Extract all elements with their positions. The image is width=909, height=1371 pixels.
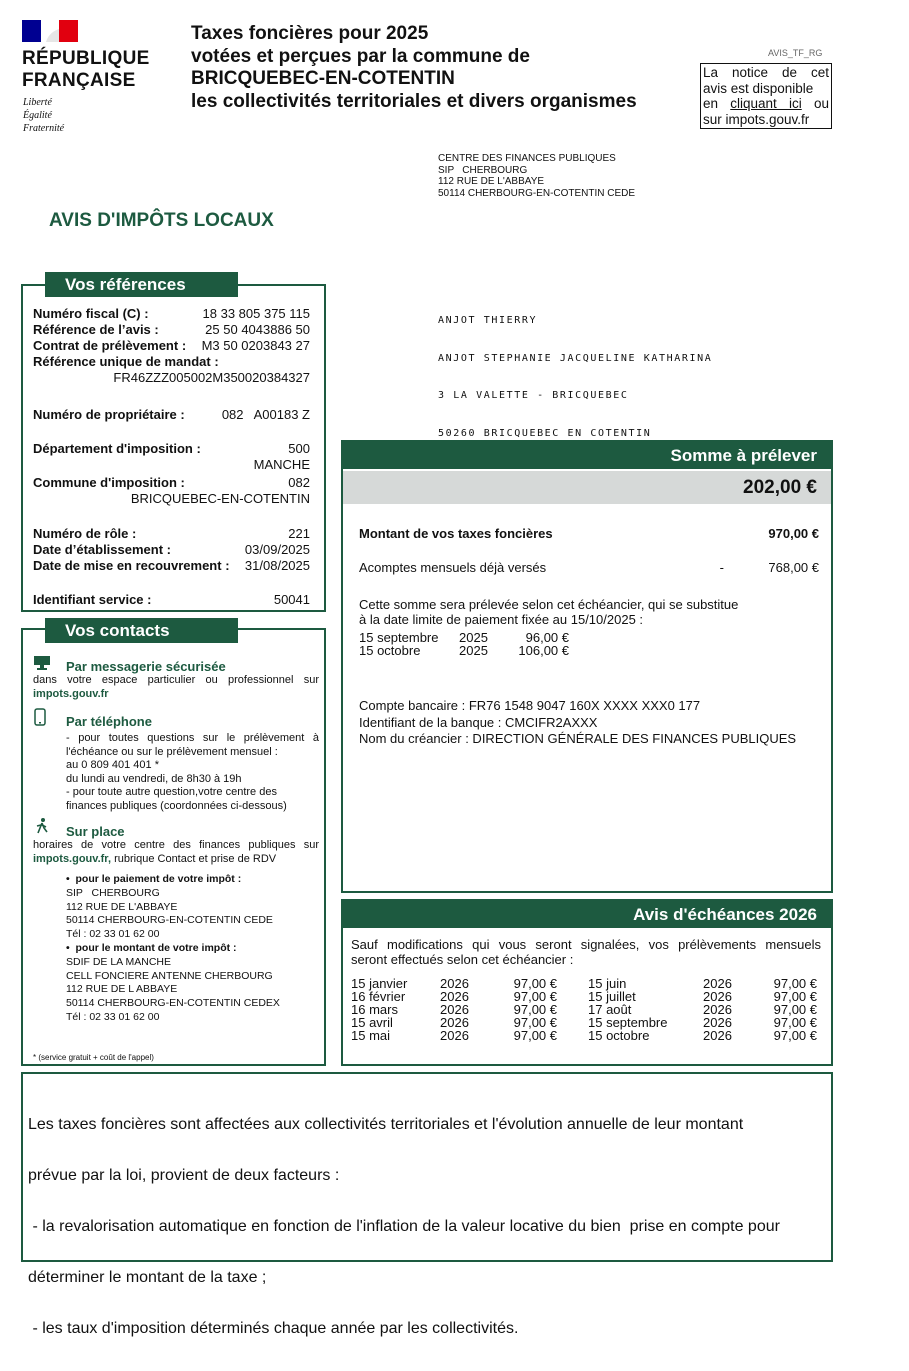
amount: 97,00 € <box>513 989 557 1004</box>
date: 16 février <box>351 989 406 1004</box>
amount-title-text: pour le montant de votre impôt : <box>75 941 237 954</box>
value: 082 <box>288 475 310 490</box>
schedule-table-left <box>351 977 557 1042</box>
footnote: * (service gratuit + coût de l'appel) <box>33 1053 154 1062</box>
value: 25 50 4043886 50 <box>205 322 310 337</box>
logo-motto1: Liberté <box>23 97 52 108</box>
montant-label: Montant de vos taxes foncières <box>359 526 553 541</box>
value: 50041 <box>273 592 310 607</box>
schedule-heading: Avis d'échéances 2026 <box>343 901 831 928</box>
label: Numéro fiscal (C) : <box>33 306 149 321</box>
phone-line: finances publiques (coordonnées ci-dessous) <box>66 799 287 812</box>
info-line: Les taxes foncières sont affectées aux collectivités territoriales et l'évolution annuelle de leur montant <box>28 1116 744 1133</box>
notice-text: ou <box>801 96 829 111</box>
label: Identifiant service : <box>33 592 152 607</box>
notice-line2: avis est disponible <box>703 80 814 96</box>
year: 2026 <box>703 976 732 991</box>
title-line3: BRICQUEBEC-EN-COTENTIN <box>191 68 455 89</box>
amount: 97,00 € <box>773 1015 817 1030</box>
notice-text: en <box>703 96 731 111</box>
label: Référence unique de mandat : <box>33 354 219 369</box>
amount: 97,00 € <box>513 1028 557 1043</box>
address-line: SDIF DE LA MANCHE <box>66 955 172 968</box>
computer-icon <box>33 656 51 670</box>
year: 2026 <box>703 1028 732 1043</box>
bank-id: Identifiant de la banque : CMCIFR2AXXX <box>359 714 598 730</box>
phone-line: du lundi au vendredi, de 8h30 à 19h <box>66 772 242 785</box>
info-line: à la date limite de paiement fixée au 15/10/2025 : <box>359 611 644 627</box>
marianne-logo <box>22 20 152 138</box>
date: 17 août <box>588 1002 632 1017</box>
logo-line2: FRANÇAISE <box>22 70 136 91</box>
address-line: 50114 CHERBOURG-EN-COTENTIN CEDEX <box>66 997 280 1010</box>
info-line: Cette somme sera prélevée selon cet échéancier, qui se substitue <box>359 597 739 612</box>
onsite-rdv: rubrique Contact et prise de RDV <box>111 853 277 865</box>
onsite-link[interactable]: impots.gouv.fr, <box>33 853 112 865</box>
payment-title-text: pour le paiement de votre impôt : <box>75 873 242 885</box>
year: 2026 <box>440 1028 469 1043</box>
notice-line1: La notice de cet <box>703 65 829 80</box>
label: Date de mise en recouvrement : <box>33 558 230 573</box>
contacts-panel <box>21 628 326 1066</box>
flag-icon <box>22 20 78 42</box>
sender-line: CENTRE DES FINANCES PUBLIQUES <box>438 153 616 164</box>
value: BRICQUEBEC-EN-COTENTIN <box>130 491 310 506</box>
recipient-line: ANJOT THIERRY <box>438 315 538 326</box>
label: Date d’établissement : <box>33 542 171 557</box>
year: 2026 <box>703 989 732 1004</box>
phone-number: au 0 809 401 401 * <box>66 759 159 771</box>
title-line2: votées et perçues par la commune de <box>191 45 530 67</box>
title-line4: les collectivités territoriales et divers organismes <box>191 90 637 112</box>
current-schedule <box>359 631 569 657</box>
creditor: Nom du créancier : DIRECTION GÉNÉRALE DES FINANCES PUBLIQUES <box>359 731 797 746</box>
date: 16 mars <box>351 1002 398 1017</box>
table-row <box>351 1029 557 1042</box>
sender-line: SIP CHERBOURG <box>438 164 528 176</box>
recipient-line: 50260 BRICQUEBEC EN COTENTIN <box>438 427 652 439</box>
date: 15 janvier <box>351 976 408 991</box>
address-line: SIP CHERBOURG <box>66 886 160 899</box>
year: 2026 <box>440 1002 469 1017</box>
bank-account: Compte bancaire : FR76 1548 9047 160X XXXX XXX0 177 <box>359 698 701 713</box>
contacts-heading: Vos contacts <box>45 618 238 643</box>
notice-box <box>700 63 832 129</box>
acomptes-row <box>359 560 819 575</box>
messaging-text: dans votre espace particulier ou professionnel sur <box>33 674 319 686</box>
value: 221 <box>288 526 310 541</box>
addresses <box>66 873 280 1025</box>
references-heading: Vos références <box>45 272 238 297</box>
info-line: déterminer le montant de la taxe ; <box>28 1269 267 1286</box>
amount: 97,00 € <box>773 1028 817 1043</box>
sender-line: 50114 CHERBOURG-EN-COTENTIN CEDE <box>438 187 636 199</box>
value: FR46ZZZ005002M350020384327 <box>113 370 310 385</box>
value: 03/09/2025 <box>244 542 310 557</box>
onsite-text: horaires de votre centre des finances publiques sur <box>33 839 319 851</box>
info-text <box>28 1082 780 1371</box>
recipient-line: 3 LA VALETTE - BRICQUEBEC <box>438 390 629 401</box>
references-panel <box>21 284 326 612</box>
year: 2025 <box>459 630 488 645</box>
info-line: prévue par la loi, provient de deux facteurs : <box>28 1167 340 1184</box>
phone-title: Par téléphone <box>66 714 152 729</box>
logo-line1: RÉPUBLIQUE <box>22 48 150 69</box>
onsite-text2 <box>33 853 276 867</box>
header-title <box>191 23 637 113</box>
info-line: seront effectués selon cet échéancier : <box>351 951 574 967</box>
address-line: 112 RUE DE L'ABBAYE <box>66 900 178 913</box>
table-row <box>359 644 569 657</box>
date: 15 septembre <box>588 1015 668 1030</box>
date: 15 mai <box>351 1028 391 1043</box>
amount-panel <box>341 440 833 893</box>
date: 15 octobre <box>359 643 421 658</box>
logo-motto2: Égalité <box>23 110 52 121</box>
label: Référence de l’avis : <box>33 322 159 337</box>
year: 2025 <box>459 643 488 658</box>
acomptes-label: Acomptes mensuels déjà versés <box>359 560 547 575</box>
date: 15 juin <box>588 976 627 991</box>
date: 15 juillet <box>588 989 636 1004</box>
amount: 97,00 € <box>513 1015 557 1030</box>
messaging-link[interactable]: impots.gouv.fr <box>33 688 109 700</box>
table-row <box>588 1029 817 1042</box>
recipient-address <box>438 290 712 453</box>
year: 2026 <box>440 989 469 1004</box>
bullet: • <box>66 941 76 954</box>
address-line: 112 RUE DE L ABBAYE <box>66 983 178 996</box>
phone-icon <box>34 708 46 726</box>
onsite-title: Sur place <box>66 824 125 839</box>
date: 15 octobre <box>588 1028 650 1043</box>
label: Numéro de rôle : <box>33 526 137 541</box>
phone-details <box>66 732 319 813</box>
messaging-title: Par messagerie sécurisée <box>66 659 226 674</box>
address-line: 50114 CHERBOURG-EN-COTENTIN CEDE <box>66 914 273 927</box>
label: Contrat de prélèvement : <box>33 338 187 353</box>
phone-line: l'échéance ou sur le prélèvement mensuel : <box>66 745 278 758</box>
info-line: - la revalorisation automatique en fonction de l'inflation de la valeur locative du bien prise en compte pour <box>28 1218 780 1235</box>
acomptes-sign: - <box>719 560 724 575</box>
logo-motto3: Fraternité <box>23 123 65 134</box>
montant-row <box>359 526 819 541</box>
value: MANCHE <box>253 457 310 472</box>
walking-person-icon <box>35 818 49 834</box>
info-line: Sauf modifications qui vous seront signalées, vos prélèvements mensuels <box>351 937 821 952</box>
amount: 97,00 € <box>513 976 557 991</box>
sender-address <box>438 153 635 199</box>
address-line: CELL FONCIERE ANTENNE CHERBOURG <box>66 969 273 982</box>
amount-total: 202,00 € <box>343 471 831 504</box>
bullet: • <box>66 873 76 885</box>
year: 2026 <box>440 1015 469 1030</box>
year: 2026 <box>440 976 469 991</box>
phone-line: - pour toute autre question,votre centre des <box>66 786 277 798</box>
amount-heading: Somme à prélever <box>343 442 831 469</box>
amount: 97,00 € <box>773 976 817 991</box>
info-line: - les taux d'imposition déterminés chaque année par les collectivités. <box>28 1320 519 1337</box>
notice-line4: sur impots.gouv.fr <box>703 111 810 127</box>
label: Commune d'imposition : <box>33 475 185 490</box>
value: 500 <box>288 441 310 456</box>
amount: 97,00 € <box>513 1002 557 1017</box>
date: 15 avril <box>351 1015 393 1030</box>
info-panel <box>21 1072 833 1337</box>
amount: 97,00 € <box>773 989 817 1004</box>
sender-line: 112 RUE DE L'ABBAYE <box>438 176 545 187</box>
year: 2026 <box>703 1002 732 1017</box>
value: 18 33 805 375 115 <box>202 306 310 321</box>
label: Numéro de propriétaire : <box>33 407 185 422</box>
address-line: Tél : 02 33 01 62 00 <box>66 928 160 941</box>
amount: 106,00 € <box>518 643 569 658</box>
document-title: AVIS D'IMPÔTS LOCAUX <box>49 210 274 231</box>
year: 2026 <box>703 1015 732 1030</box>
date: 15 septembre <box>359 630 439 645</box>
payment-title <box>66 873 280 887</box>
amount-title <box>66 942 280 956</box>
value: 31/08/2025 <box>244 558 310 573</box>
schedule-info <box>351 938 821 967</box>
value: 082 A00183 Z <box>221 407 310 422</box>
notice-link[interactable]: cliquant ici <box>730 96 802 111</box>
amount: 97,00 € <box>773 1002 817 1017</box>
amount: 96,00 € <box>525 630 569 645</box>
phone-line: - pour toutes questions sur le prélèvement à <box>66 732 319 744</box>
montant-value: 970,00 € <box>768 526 819 541</box>
acomptes-value: 768,00 € <box>768 560 819 575</box>
notice-line3 <box>703 96 829 112</box>
schedule-table-right <box>588 977 817 1042</box>
address-line: Tél : 02 33 01 62 00 <box>66 1010 160 1023</box>
label: Département d'imposition : <box>33 441 201 456</box>
title-line1: Taxes foncières pour 2025 <box>191 23 429 44</box>
schedule-panel <box>341 899 833 1066</box>
schedule-info <box>359 598 738 627</box>
bank-info <box>359 698 796 748</box>
form-code: AVIS_TF_RG <box>768 48 823 58</box>
value: M3 50 0203843 27 <box>201 338 310 353</box>
recipient-line: ANJOT STEPHANIE JACQUELINE KATHARINA <box>438 352 713 364</box>
